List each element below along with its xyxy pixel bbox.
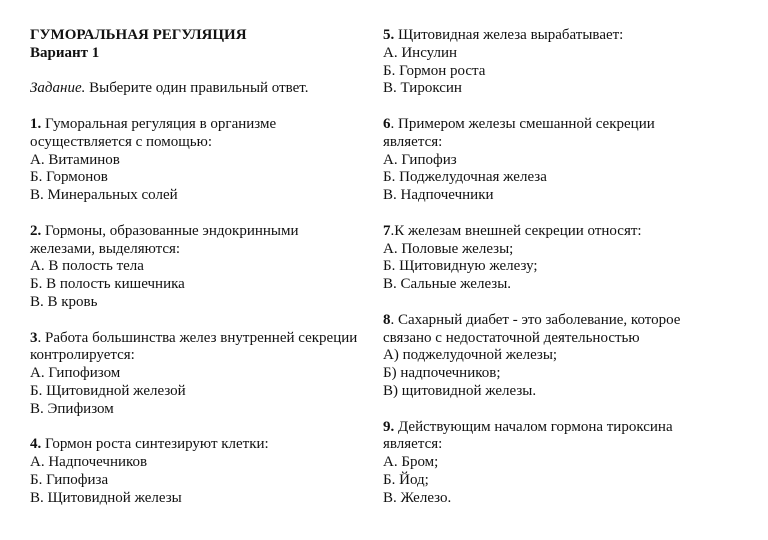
question-4 <box>30 436 375 507</box>
question-text: осуществляется с помощью: <box>30 133 213 150</box>
task-text: Выберите один правильный ответ. <box>85 80 309 97</box>
question-7 <box>383 223 743 294</box>
variant-label: Вариант 1 <box>30 44 100 61</box>
question-number: 4. <box>30 436 42 453</box>
question-8 <box>383 312 743 401</box>
answer-option: Б. Гипофиза <box>30 471 109 488</box>
task-instruction <box>30 80 375 98</box>
question-text: . Работа большинства желез внутренней секреции <box>37 329 358 346</box>
answer-option: А. Инсулин <box>383 44 458 61</box>
question-text: Гормон роста синтезируют клетки: <box>41 436 269 453</box>
question-9 <box>383 419 743 508</box>
question-text: Гуморальная регуляция в организме <box>41 115 277 132</box>
answer-option: Б) надпочечников; <box>383 365 501 382</box>
question-text: является: <box>383 133 443 150</box>
worksheet-title: ГУМОРАЛЬНАЯ РЕГУЛЯЦИЯ <box>30 27 247 43</box>
answer-option: Б. В полость кишечника <box>30 276 185 293</box>
answer-option: А. Гипофиз <box>383 151 457 168</box>
answer-option: В. Сальные железы. <box>383 276 512 293</box>
answer-option: А. В полость тела <box>30 258 144 275</box>
answer-option: Б. Поджелудочная железа <box>383 169 547 186</box>
answer-option: А. Витаминов <box>30 151 120 168</box>
task-label: Задание. <box>30 80 86 97</box>
question-text: связано с недостаточной деятельностью <box>383 329 640 346</box>
question-text: железами, выделяются: <box>30 240 181 257</box>
question-text: Действующим началом гормона тироксина <box>394 418 673 435</box>
answer-option: В. Эпифизом <box>30 400 114 417</box>
answer-option: Б. Йод; <box>383 471 429 488</box>
right-column <box>383 27 743 508</box>
question-text: . Примером железы смешанной секреции <box>390 115 655 132</box>
question-text: Гормоны, образованные эндокринными <box>41 222 299 239</box>
question-5 <box>383 27 743 98</box>
question-text: Щитовидная железа вырабатывает: <box>394 27 624 43</box>
answer-option: В. В кровь <box>30 293 98 310</box>
question-text: контролируется: <box>30 347 135 364</box>
question-6 <box>383 116 743 205</box>
answer-option: В. Щитовидной железы <box>30 489 182 506</box>
answer-option: В. Тироксин <box>383 80 462 97</box>
answer-option: В. Железо. <box>383 489 452 506</box>
question-number: 3 <box>30 329 38 346</box>
answer-option: А. Гипофизом <box>30 365 121 382</box>
question-text: . Сахарный диабет - это заболевание, которое <box>390 311 681 328</box>
question-text: .К железам внешней секреции относят: <box>390 222 642 239</box>
answer-option: Б. Гормон роста <box>383 62 486 79</box>
question-number: 6 <box>383 115 391 132</box>
question-number: 7 <box>383 222 391 239</box>
question-text: является: <box>383 436 443 453</box>
answer-option: А) поджелудочной железы; <box>383 347 558 364</box>
question-number: 9. <box>383 418 395 435</box>
left-column <box>30 27 375 508</box>
answer-option: А. Бром; <box>383 454 439 471</box>
answer-option: В) щитовидной железы. <box>383 382 537 399</box>
answer-option: А. Половые железы; <box>383 240 514 257</box>
answer-option: В. Надпочечники <box>383 187 494 204</box>
answer-option: А. Надпочечников <box>30 454 148 471</box>
question-number: 5. <box>383 27 395 43</box>
answer-option: Б. Щитовидной железой <box>30 382 186 399</box>
question-number: 2. <box>30 222 42 239</box>
answer-option: Б. Щитовидную железу; <box>383 258 538 275</box>
question-3 <box>30 330 375 419</box>
answer-option: В. Минеральных солей <box>30 187 178 204</box>
question-2 <box>30 223 375 312</box>
question-number: 1. <box>30 115 42 132</box>
question-number: 8 <box>383 311 391 328</box>
question-1 <box>30 116 375 205</box>
answer-option: Б. Гормонов <box>30 169 108 186</box>
